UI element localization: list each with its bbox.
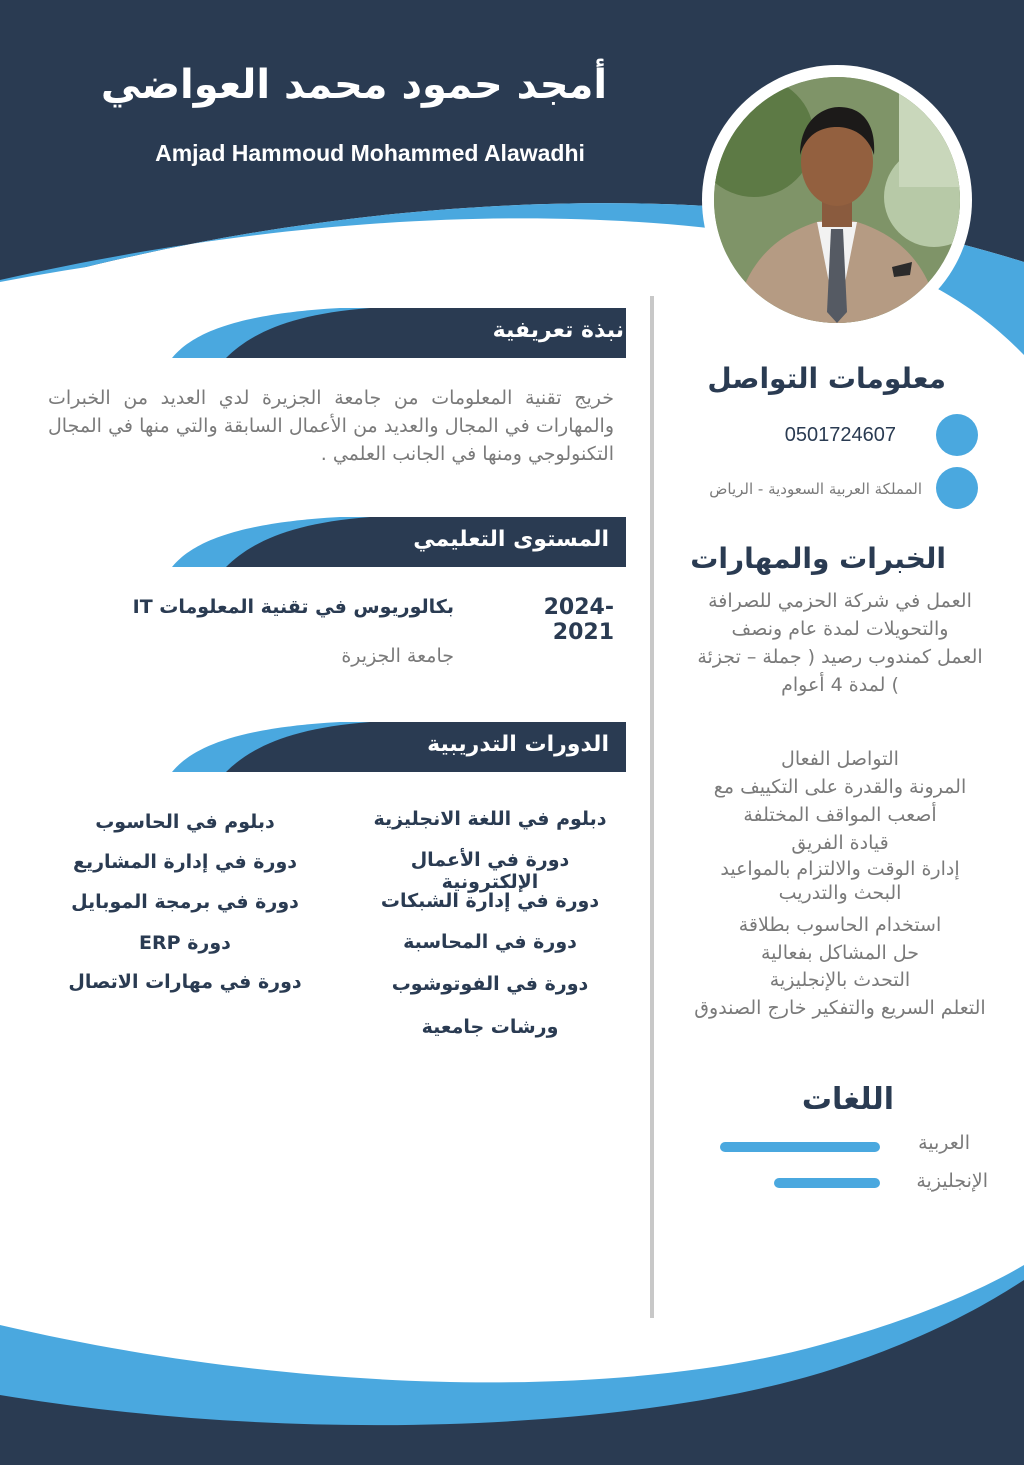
course-item: دورة في إدارة المشاريع: [72, 851, 298, 873]
avatar: [714, 77, 960, 323]
skill-item: التعلم السريع والتفكير خارج الصندوق: [694, 997, 986, 1019]
course-item: ورشات جامعية: [421, 1016, 559, 1038]
education-title: المستوى التعليمي: [413, 527, 609, 552]
skill-item: أصعب المواقف المختلفة: [743, 804, 937, 826]
education-university: جامعة الجزيرة: [341, 645, 454, 667]
profile-text: خريج تقنية المعلومات من جامعة الجزيرة لدي العديد من الخبرات والمهارات في المجال والعديد من الأعمال السابقة والتي منها في المجال التكنولوجي ومنها في الجانب العلمي .: [48, 387, 614, 465]
languages-title: اللغات: [801, 1082, 894, 1117]
experience-line: العمل في شركة الحزمي للصرافة: [708, 590, 972, 612]
skill-item: حل المشاكل بفعالية: [760, 942, 919, 964]
courses-title: الدورات التدريبية: [427, 732, 609, 757]
experience-line: العمل كمندوب رصيد ( جملة – تجزئة: [697, 646, 983, 668]
course-item: دورة ERP: [139, 932, 231, 954]
contact-phone: 0501724607: [784, 424, 896, 446]
education-degree: بكالوريوس في تقنية المعلومات IT: [132, 596, 454, 618]
course-item: دورة في إدارة الشبكات: [380, 890, 600, 912]
experience-line: ) لمدة 4 أعوام: [781, 674, 899, 696]
course-item: دورة في الفوتوشوب: [391, 973, 589, 995]
skill-item: التواصل الفعال: [781, 748, 899, 770]
course-item: دبلوم في الحاسوب: [95, 811, 275, 833]
skill-item: التحدث بالإنجليزية: [769, 969, 911, 991]
course-item: دورة في برمجة الموبايل: [71, 891, 299, 913]
language-name: الإنجليزية: [916, 1170, 988, 1192]
experience-title: الخبرات والمهارات: [690, 542, 946, 575]
skill-item: استخدام الحاسوب بطلاقة: [738, 914, 942, 936]
course-item: دورة في مهارات الاتصال: [68, 971, 302, 993]
course-item: دورة في المحاسبة: [403, 931, 577, 953]
contact-title: معلومات التواصل: [707, 362, 946, 395]
experience-line: والتحويلات لمدة عام ونصف: [731, 618, 949, 640]
person-photo-icon: [714, 77, 960, 323]
skill-item: البحث والتدريب: [778, 882, 902, 904]
skill-item: المرونة والقدرة على التكييف مع: [713, 776, 967, 798]
profile-title: نبذة تعريفية: [492, 318, 624, 343]
location-icon: [936, 467, 978, 509]
language-level-bar: [774, 1178, 880, 1188]
contact-location: المملكة العربية السعودية - الرياض: [709, 480, 922, 498]
skill-item: قيادة الفريق: [791, 832, 889, 854]
column-divider: [650, 296, 654, 1318]
phone-icon: [936, 414, 978, 456]
language-name: العربية: [918, 1132, 970, 1154]
name-english: Amjad Hammoud Mohammed Alawadhi: [155, 140, 585, 166]
course-item: دبلوم في اللغة الانجليزية: [373, 808, 607, 830]
education-years: 2024-2021: [543, 595, 614, 645]
course-item: دورة في الأعمال الإلكترونية: [410, 849, 570, 893]
name-arabic: أمجد حمود محمد العواضي: [100, 62, 608, 108]
language-level-bar: [720, 1142, 880, 1152]
skill-item: إدارة الوقت والالتزام بالمواعيد: [720, 858, 960, 880]
